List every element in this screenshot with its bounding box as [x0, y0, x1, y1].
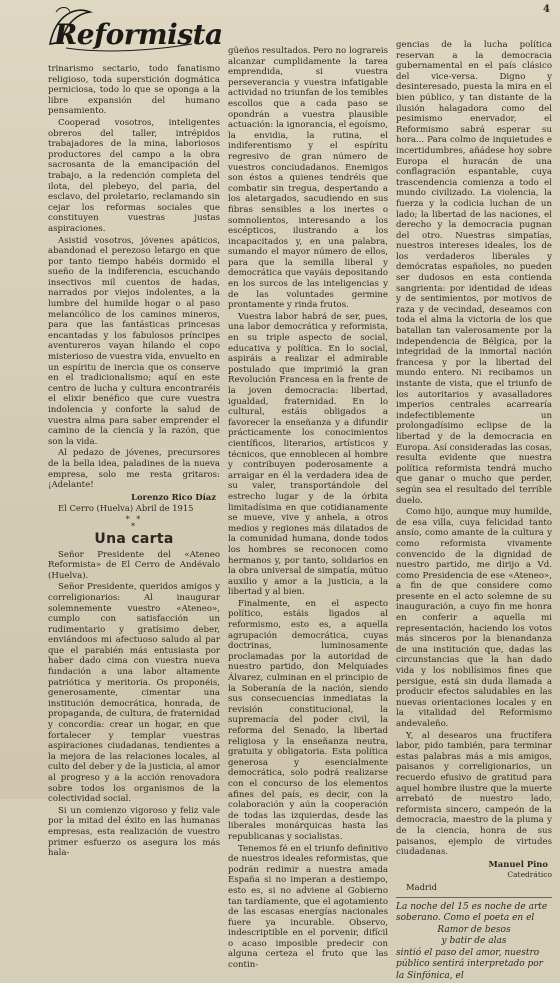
paragraph: Al pedazo de jóvenes, precursores de la bella idea, paladines de la nueva empresa, solo me resta gritaros: ¡Adelante!: [48, 448, 220, 491]
paragraph: Señor Presidente, queridos amigos y correligionarios: Al inaugurar solemnemente vuestro «Ateneo», cumplo con satisfacción un rudimentario y gratísimo deber, enviándoos mi afectuoso saludo al par que el parabién más entusiasta por haber dado cima con vuestra nueva fundación a una labor altamente patriótica y meritoria. Os proponéis, generosamente, cimentar una institución democrática, honrada, de propaganda, de cultura, de fraternidad y concordia: crear un hogar, en que fortalecer y templar vuestras aspiraciones ciudadanas, tendientes a la mejora de las relaciones locales, al culto del deber y de la justicia, al amor al progreso y a la acción renovadora sobre todos los organismos de la colectividad social.: [48, 582, 220, 805]
divider: [396, 897, 552, 898]
paragraph: Si un comienzo vigoroso y feliz vale por la mitad del éxito en las humanas empresas, esta realización de vuestro primer esfuerzo os asegura los más hala-: [48, 805, 220, 859]
paragraph: Y, al desearos una fructífera labor, pido también, para terminar estas palabras más a mis amigos, paisanos y correligionarios, un recuerdo efusivo de gratitud para aquel hombre ilustre que la muerte arrebató de nuestro lado, reformista sincero, campeón de la democracia, maestro de la pluma y de la ciencia, honra de sus paisanos, ejemplo de virtudes ciudadanas.: [396, 730, 552, 858]
column-3: [396, 40, 552, 983]
paragraph: Tenemos fé en el triunfo definitivo de nuestros ideales reformistas, que podrán redimir a nuestra amada España si no imperan a destiempo, esto es, si no adviene al Gobierno tan tardíamente, que el agotamiento de las escasas energías nacionales fuere ya incurable. Observo, indescriptible en el porvenir, difícil o acaso imposible predecir con alguna certeza el fruto que las contin-: [228, 843, 388, 971]
author-title: Catedrático: [507, 870, 552, 880]
paragraph: gencias de la lucha política reservan a la democracia gubernamental en el país clásico del vice-versa. Digno y desinteresado, puesta la mira en el bien público, y tan distante de la ilusión halagadora como del pesimismo enervador, el Reformismo sabrá esperar su hora... Para colmo de inquietudes e incertidumbres, añádese hoy sobre Europa el huracán de una conflagración espantable, cuya trascendencia comienza a todo el mundo civilizado. La violencia, la fuerza y la codicia luchan de un lado; la libertad de las naciones, el derecho y la democracia pugnan del otro. Nuestras simpatías, nuestros intereses ideales, los de los verdaderos liberales y demócratas españoles, no pueden ser dudosos en esta contienda sangrienta: por identidad de ideas y de sentimientos, por motivos de raza y de vecindad, deseamos con toda el alma la victoria de los que batallan tan valerosamente por la independencia de Bélgica, por la integridad de la inmortal nación francesa y por la libertad del mundo entero. Ni recibamos un instante de vista, que el triunfo de los autoritarios y avasalladores imperios centrales acarrearía indefectiblemente un prolongadísimo eclipse de la libertad y de la democracia en Europa. Así consideradas las cosas, resulta evidente que nuestra política reformista tendrá mucho que ganar o mucho que perder, según sea el resultado del terrible duelo.: [396, 40, 552, 506]
verse-line: sintió el paso del amor, nuestro público sentirá interpretado por la Sinfónica, el: [396, 947, 543, 982]
column-1: [48, 64, 220, 860]
paragraph: Finalmente, en el aspecto político, estáis ligados al reformismo, esto es, a aquella agrupación democrática, cuyas doctrinas, luminosamente proclamadas por la autoridad de nuestro partido, don Melquiades Álvarez, culminan en el principio de la Soberanía de la nación, siendo sus consecuencias inmediatas la revisión constitucional, la supremacía del poder civil, la reforma del Senado, la libertad religiosa y la enseñanza neutra, gratuita y obligatoria. Esta política generosa y esencialmente democrática, solo podrá realizarse con el concurso de los elementos afines del país, es decir, con la colaboración y aún la cooperación de todas las izquierdas, desde las liberales monárquicas hasta las republicanas y socialistas.: [228, 598, 388, 842]
author-signature: Lorenzo Rico Díaz: [131, 491, 216, 502]
verse-line: y batir de alas: [441, 936, 507, 947]
masthead-title: Reformista: [54, 18, 223, 51]
paragraph: Vuestra labor habrá de ser, pues, una labor democrática y reformista, en su triple aspecto de social, educativa y política. En lo social, aspiráis a realizar el admirable postulado que imprimió la gran Revolución Francesa en la frente de la joven democracia: libertad, igualdad, fraternidad. En lo cultural, estáis obligados a favorecer la enseñanza y a difundir prácticamente los conocimientos científicos, literarios, artísticos y técnicos, que ennoblecen al hombre y contribuyen poderosamente a arraigar en él la verdadera idea de su valer, transportándole del estrecho lugar y de la órbita limitadísima en que cotidianamente se mueve, vive y anhela, a otros medios y regiones más dilatados de la comunidad humana, donde todos los hombres se reconocen como hermanos y, por tanto, solidarios en la obra universal de simpatía, mútuo auxilio y amor a la justicia, a la libertad y al bien.: [228, 311, 389, 598]
column-2: [228, 46, 388, 972]
paragraph: güeños resultados. Pero no lograreis alcanzar cumplidamente la tarea emprendida, si vuestra perseverancia y vuestra infatigable actividad no triunfan de los temibles escollos que a cada paso se opondrán a vuestra plausible actuación: la ignorancia, el egoísmo, la envidia, la rutina, el indiferentismo y el espíritu regresivo de gran número de vuestros conciudadanos. Enemigos son éstos a quienes tendréis que combatir sin tregua, despertando a los aletargados, sacudiendo en sus fibras sensibles a los inertes o somnolientos, interesando a los escépticos, ilustrando a los incapacitados y, en una palabra, sumando el mayor número de ellos, para que la semilla liberal y democrática que vayáis depositando en los surcos de las inteligencias y de las voluntades germine prontamente y rinda frutos.: [228, 46, 388, 311]
place-name: Madrid: [406, 881, 437, 892]
paragraph: Cooperad vosotros, inteligentes obreros del taller, intrépidos trabajadores de la mina, laboriosos productores del campo a la obra sacrosanta de la emancipación del trabajo, a la redención completa del ilota, del plebeyo, del paria, del esclavo, del proletario, reclamando sin cejar los reformas sociales que constituyen vuestras justas aspiraciones.: [48, 117, 220, 234]
section-title: Una carta: [94, 530, 174, 547]
verse-line: La noche del 15 es noche de arte soberano. Como el poeta en el: [396, 901, 548, 924]
letter-salutation: Señor Presidente del «Ateneo Reformista» de El Cerro de Andévalo (Huelva).: [48, 549, 220, 581]
section-separator: * * *: [125, 514, 143, 531]
dateline: El Cerro (Huelva) Abril de 1915: [58, 503, 194, 514]
paragraph: Asistid vosotros, jóvenes apáticos, abandonad el perezoso letargo en que por tanto tiempo habéis dormido el sueño de la indiferencia, escuchando insectivos mil cuentos de hadas, narrados por viejos indolentes, a la lumbre del humilde hogar o al paso melancólico de los caminos mineros, para que las fantásticas princesas encantadas y los fabulosos príncipes aventureros vayan hilando el copo misterioso de vuestra vida, envuelto en un espíritu de inercia que os conserve en el tradicionalismo; aquí en este centro de lucha y cultura encontraréis el elixir benéfico que cure vuestra indolencia y conforte la salud de vuestra alma para saber emprender el camino de la ciencia y la razón, que son la vida.: [48, 235, 220, 447]
closing-verse: [396, 902, 552, 983]
paragraph: trinarismo sectario, todo fanatismo religioso, toda superstición dogmática perniciosa, todo lo que se oponga a la libre expansión del humano pensamiento.: [48, 64, 220, 117]
page-number: 4: [543, 4, 550, 15]
paragraph: Como hijo, aunque muy humilde, de esa villa, cuya felicidad tanto ansío, como amante de la cultura y como reformista vivamente convencido de la dignidad de nuestro partido, me dirijo a Vd. como Presidencia de ese «Ateneo», a fin de que considere como presente en el acto solemne de su inauguración, a cuyo fin me honra en conferir a aquella mi representación, haciendo los votos más sinceros por la bienandanza de una institución que, dadas las circunstancias que la han dado vida y los nobilísimos fines que persigue, está sin duda llamada a producir efectos saludables en las nuevas orientaciones locales y en la vitalidad del Reformismo andevaleño.: [396, 507, 552, 729]
verse-line: Ramor de besos: [437, 924, 511, 935]
author-signature: Manuel Pino: [488, 858, 548, 869]
masthead: [46, 4, 223, 56]
